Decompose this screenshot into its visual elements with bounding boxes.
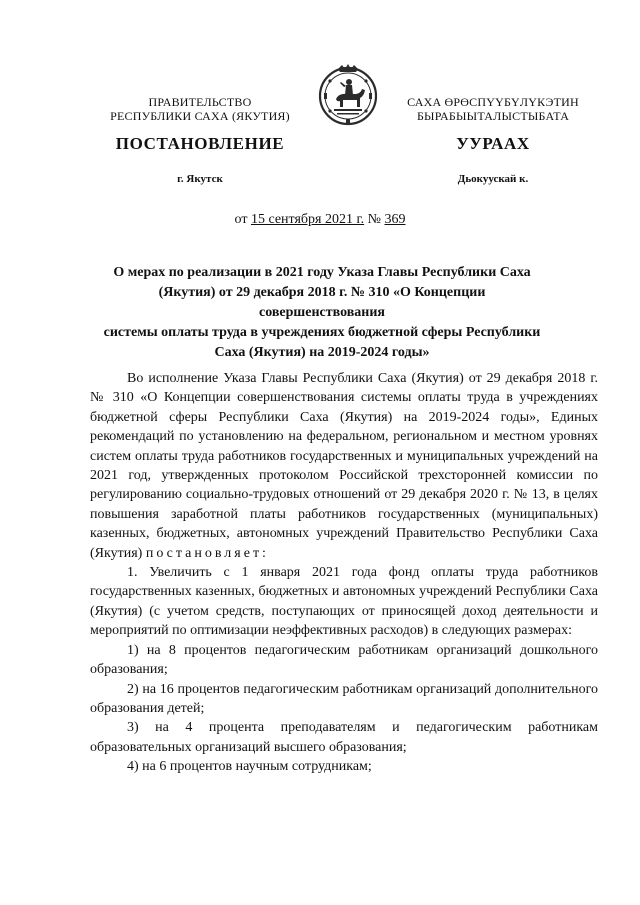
resolves-word: постановляет:	[145, 545, 269, 561]
date-prefix: от	[234, 212, 251, 227]
date-number-line	[0, 212, 640, 228]
clause-1: 1. Увеличить с 1 января 2021 года фонд оплаты труда работников государственных казенных, бюджетных и автономных учреждений Республики Саха (Якутия) (с учетом средств, поступающих от приносящей доход деятельности и мероприятий по оптимизации неэффективных расходов) в следующих размерах:	[90, 565, 598, 639]
document-title	[100, 263, 544, 363]
issuer-line: САХА ӨРӨСПҮҮБҮЛҮКЭТИН	[407, 95, 579, 109]
preamble-text: Во исполнение Указа Главы Республики Саха (Якутия) от 29 декабря 2018 г. № 310 «О Концепции совершенствования системы оплаты труда в учреждениях бюджетной сферы Республики Саха (Якутия) на 2019-2024 годы», Единых рекомендаций по установлению на федеральном, региональном и местном уровнях систем оплаты труда работников государственных и муниципальных учреждений на 2021 год, утвержденных протоколом Российской трехсторонней комиссии по регулированию социально-трудовых отношений от 29 декабря 2020 г. № 13, в целях повышения заработной платы работников государственных (муниципальных) казенных, бюджетных, автономных учреждений Правительство Республики Саха (Якутия)	[90, 371, 598, 561]
title-line: О мерах по реализации в 2021 году Указа Главы Республики Саха	[113, 265, 531, 280]
issuer-line: ПРАВИТЕЛЬСТВО	[148, 95, 252, 109]
document-type-russian: ПОСТАНОВЛЕНИЕ	[115, 134, 285, 153]
number-sign: №	[364, 212, 385, 227]
city-russian: г. Якутск	[177, 173, 223, 185]
document-date: 15 сентября 2021 г.	[250, 212, 365, 227]
title-line: Саха (Якутия) на 2019-2024 годы»	[214, 345, 430, 360]
issuer-header-yakut	[388, 95, 598, 123]
document-type-yakut: УУРААХ	[456, 134, 530, 153]
title-line: (Якутия) от 29 декабря 2018 г. № 310 «О Концепции совершенствования	[158, 285, 486, 320]
subclause-1: 1) на 8 процентов педагогическим работникам организаций дошкольного образования;	[90, 642, 598, 678]
city-yakut: Дьокуускай к.	[457, 173, 529, 185]
title-line: системы оплаты труда в учреждениях бюджетной сферы Республики	[103, 325, 541, 340]
coat-of-arms-emblem-icon	[316, 63, 380, 127]
preamble-paragraph	[90, 369, 598, 563]
subclause-2: 2) на 16 процентов педагогическим работникам организаций дополнительного образования детей;	[90, 681, 598, 716]
document-body	[90, 369, 598, 777]
issuer-line: БЫРАБЫЫТАЛЫСТЫБАТА	[416, 109, 570, 123]
subclause-4: 4) на 6 процентов научным сотрудникам;	[127, 759, 372, 775]
document-number: 369	[384, 212, 406, 227]
subclause-3: 3) на 4 процента преподавателям и педагогическим работникам образовательных организаций высшего образования;	[90, 720, 598, 755]
issuer-header-russian	[100, 95, 300, 123]
issuer-line: РЕСПУБЛИКИ САХА (ЯКУТИЯ)	[110, 109, 290, 123]
